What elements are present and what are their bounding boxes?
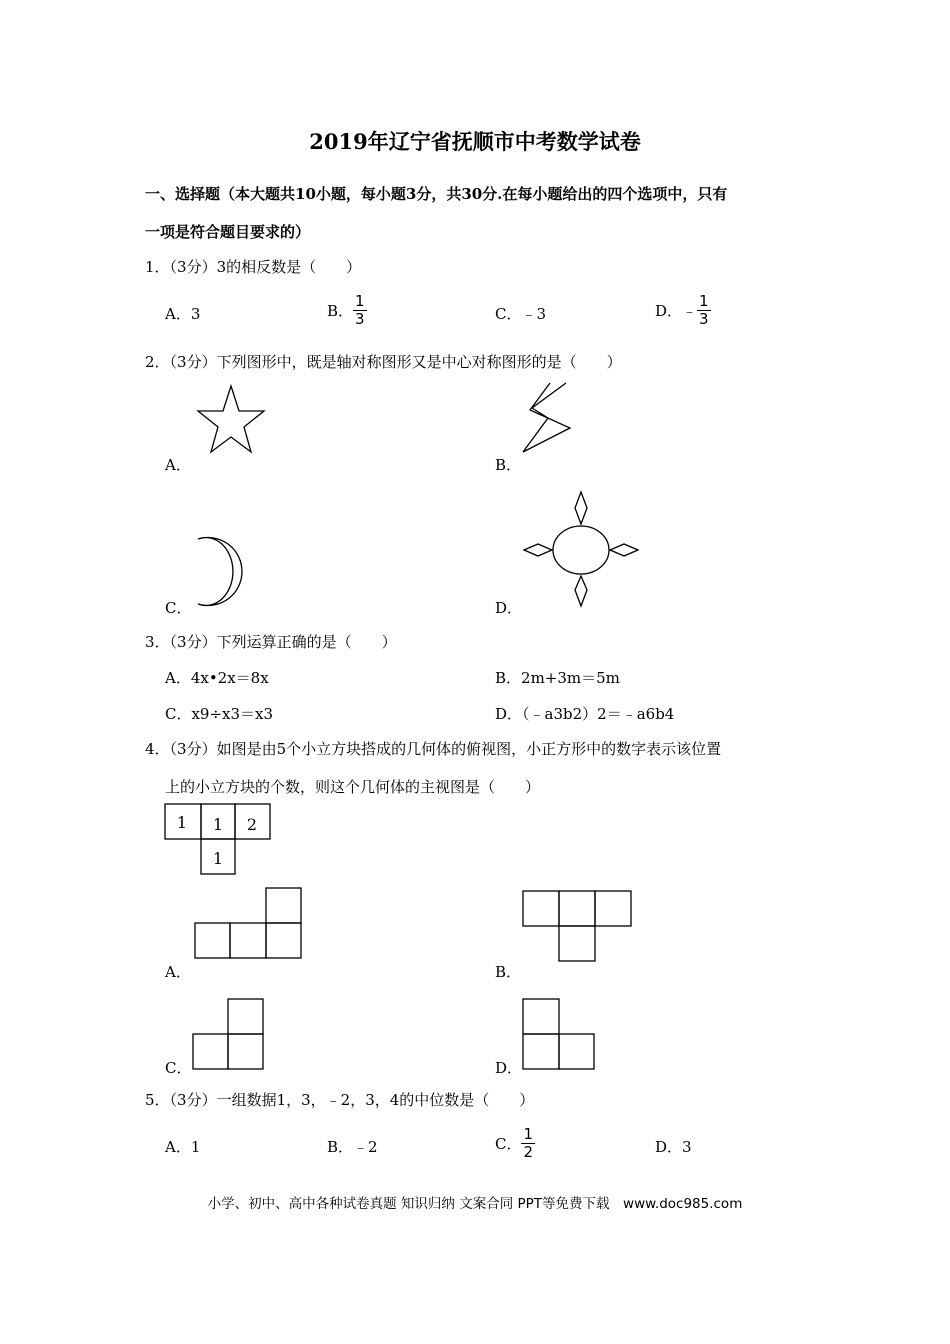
q3-option-a: A．4x•2x＝8x [165, 669, 269, 687]
front-view-d [522, 998, 597, 1071]
q1-option-d-fraction: $\frac{1}{3}$ [699, 292, 709, 328]
q2-option-d: D． [495, 599, 523, 617]
section-heading-line1: 一、选择题（本大题共10小题，每小题3分，共30分.在每小题给出的四个选项中，只有 [145, 185, 728, 203]
q5-option-d: D．3 [655, 1138, 692, 1156]
front-view-a [194, 887, 304, 960]
q2-option-a: A． [165, 456, 191, 474]
q5-option-a: A．1 [165, 1138, 201, 1156]
q1-option-b-fraction: $\frac{1}{3}$ [355, 292, 365, 328]
q4-option-d: D． [495, 1059, 523, 1077]
crescent-moon-figure [190, 534, 260, 609]
zigzag-figure [518, 380, 576, 455]
q3-option-d: D．（﹣a3b2）2＝﹣a6b4 [495, 705, 675, 723]
q1-option-d: D．﹣ $\frac{1}{3}$ [655, 292, 709, 328]
q3-option-c: C．x9÷x3＝x3 [165, 705, 274, 723]
q4-stem-line1: 4．（3分）如图是由5个小立方块搭成的几何体的俯视图，小正方形中的数字表示该位置 [145, 740, 722, 758]
q1-option-c: C．﹣3 [495, 305, 547, 323]
front-view-b [522, 890, 634, 964]
q1-option-b: B． $\frac{1}{3}$ [327, 292, 365, 328]
q4-option-b: B． [495, 963, 522, 981]
q1-stem: 1．（3分）3的相反数是（ ） [145, 258, 362, 276]
front-view-c [192, 998, 267, 1071]
q2-option-b: B． [495, 456, 522, 474]
q5-option-b: B．﹣2 [327, 1138, 378, 1156]
top-view-grid [164, 803, 274, 877]
q3-option-b: B．2m+3m＝5m [495, 669, 620, 687]
q4-option-a: A． [165, 963, 191, 981]
section-heading-line2: 一项是符合题目要求的） [145, 223, 311, 241]
q4-option-c: C． [165, 1059, 192, 1077]
q3-stem: 3．（3分）下列运算正确的是（ ） [145, 633, 397, 651]
page-title: 2019年辽宁省抚顺市中考数学试卷 [309, 129, 641, 154]
q2-option-c: C． [165, 599, 192, 617]
footer-text: 小学、初中、高中各种试卷真题 知识归纳 文案合同 PPT等免费下载 www.doc985.com [207, 1196, 743, 1212]
grid-cell-2: 1 [212, 815, 224, 834]
q4-stem-line2: 上的小立方块的个数，则这个几何体的主视图是（ ） [165, 778, 541, 796]
ellipse-with-diamonds-figure [520, 490, 642, 608]
grid-cell-4: 1 [212, 849, 224, 868]
grid-cell-3: 2 [246, 815, 258, 834]
star-figure [196, 384, 266, 454]
q5-stem: 5．（3分）一组数据1，3，﹣2，3，4的中位数是（ ） [145, 1091, 535, 1109]
q2-stem: 2．（3分）下列图形中，既是轴对称图形又是中心对称图形的是（ ） [145, 353, 622, 371]
grid-cell-1: 1 [176, 813, 188, 832]
q1-option-a: A．3 [165, 305, 201, 323]
q5-option-c: C． $\frac{1}{2}$ [495, 1125, 534, 1161]
q5-option-c-fraction: $\frac{1}{2}$ [523, 1125, 534, 1161]
